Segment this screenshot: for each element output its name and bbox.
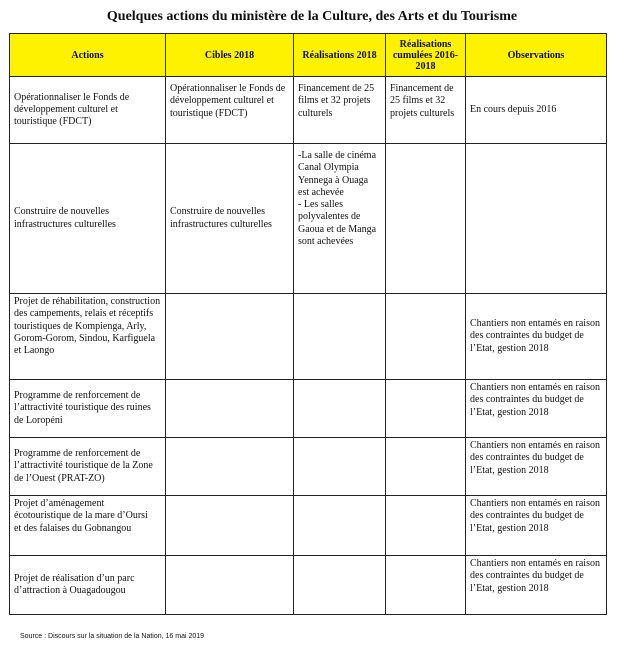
cell-realisation bbox=[294, 438, 386, 496]
cell-observation: Chantiers non entamés en raison des contraintes du budget de l’Etat, gestion 2018 bbox=[466, 496, 607, 556]
cell-observation: Chantiers non entamés en raison des contraintes du budget de l’Etat, gestion 2018 bbox=[466, 556, 607, 615]
cell-realisation bbox=[294, 380, 386, 438]
cell-cible bbox=[166, 380, 294, 438]
table-row bbox=[10, 294, 607, 380]
column-header-actions: Actions bbox=[10, 34, 166, 77]
cell-observation: Chantiers non entamés en raison des contraintes du budget de l’Etat, gestion 2018 bbox=[466, 438, 607, 496]
cell-action: Opérationnaliser le Fonds de développement culturel et touristique (FDCT) bbox=[10, 77, 166, 144]
cell-cible bbox=[166, 556, 294, 615]
cell-cumul: Financement de 25 films et 32 projets culturels bbox=[386, 77, 466, 144]
cell-action: Programme de renforcement de l’attractivité touristique des ruines de Loropéni bbox=[10, 380, 166, 438]
table-header-row bbox=[10, 34, 607, 77]
table-row bbox=[10, 556, 607, 615]
actions-table bbox=[9, 33, 607, 615]
cell-action: Projet de réalisation d’un parc d’attraction à Ouagadougou bbox=[10, 556, 166, 615]
cell-action: Projet de réhabilitation, construction des campements, relais et réceptifs touristiques de Kompienga, Arly, Gorom-Gorom, Sindou, Karfiguela et Laongo bbox=[10, 294, 166, 380]
page-title: Quelques actions du ministère de la Culture, des Arts et du Tourisme bbox=[106, 9, 518, 24]
table-row bbox=[10, 438, 607, 496]
cell-cumul bbox=[386, 380, 466, 438]
cell-cumul bbox=[386, 556, 466, 615]
column-header-cumulees: Réalisations cumulées 2016-2018 bbox=[386, 34, 466, 77]
cell-realisation: Financement de 25 films et 32 projets culturels bbox=[294, 77, 386, 144]
cell-cible: Construire de nouvelles infrastructures culturelles bbox=[166, 144, 294, 294]
column-header-cibles: Cibles 2018 bbox=[166, 34, 294, 77]
table-row bbox=[10, 380, 607, 438]
cell-action: Construire de nouvelles infrastructures culturelles bbox=[10, 144, 166, 294]
cell-observation bbox=[466, 144, 607, 294]
cell-cumul bbox=[386, 294, 466, 380]
cell-observation: Chantiers non entamés en raison des contraintes du budget de l’Etat, gestion 2018 bbox=[466, 294, 607, 380]
column-header-realisations: Réalisations 2018 bbox=[294, 34, 386, 77]
cell-cible: Opérationnaliser le Fonds de développement culturel et touristique (FDCT) bbox=[166, 77, 294, 144]
table-row bbox=[10, 496, 607, 556]
column-header-observations: Observations bbox=[466, 34, 607, 77]
cell-action: Projet d’aménagement écotouristique de la mare d’Oursi et des falaises du Gobnangou bbox=[10, 496, 166, 556]
cell-cumul bbox=[386, 438, 466, 496]
cell-realisation bbox=[294, 496, 386, 556]
cell-observation: Chantiers non entamés en raison des contraintes du budget de l’Etat, gestion 2018 bbox=[466, 380, 607, 438]
cell-observation: En cours depuis 2016 bbox=[466, 77, 607, 144]
table-row bbox=[10, 77, 607, 144]
cell-cible bbox=[166, 496, 294, 556]
cell-realisation: -La salle de cinéma Canal Olympia Yennega à Ouaga est achevée - Les salles polyvalentes de Gaoua et de Manga sont achevées bbox=[294, 144, 386, 294]
cell-realisation bbox=[294, 556, 386, 615]
cell-realisation bbox=[294, 294, 386, 380]
cell-action: Programme de renforcement de l’attractivité touristique de la Zone de l’Ouest (PRAT-ZO) bbox=[10, 438, 166, 496]
cell-cible bbox=[166, 294, 294, 380]
cell-cumul bbox=[386, 144, 466, 294]
table-row bbox=[10, 144, 607, 294]
cell-cumul bbox=[386, 496, 466, 556]
cell-cible bbox=[166, 438, 294, 496]
source-note: Source : Discours sur la situation de la Nation, 16 mai 2019 bbox=[20, 633, 205, 640]
